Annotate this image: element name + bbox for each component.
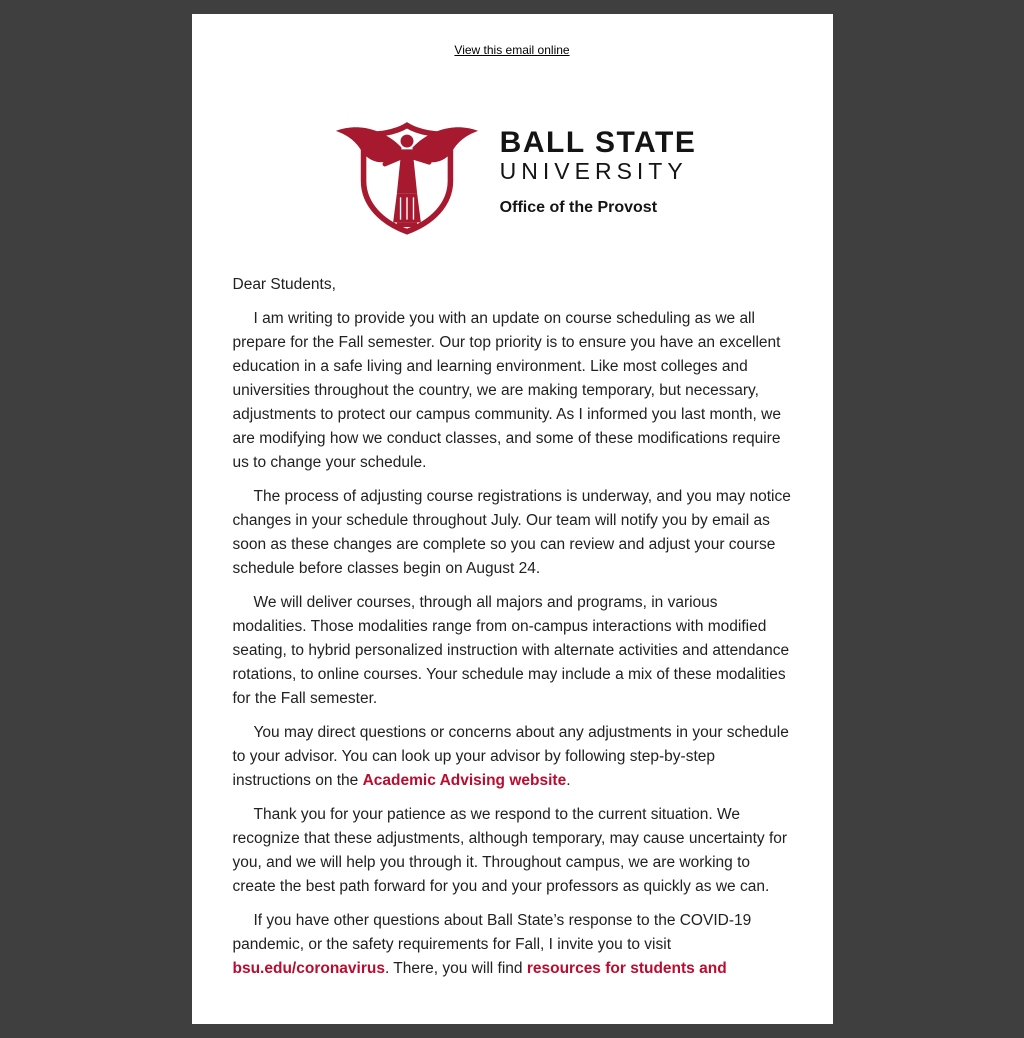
paragraph-text: The process of adjusting course registrations is underway, and you may notice changes in your schedule throughout July. Our team will notify you by email as soon as these changes are complete so you can review and adjust your course schedule before classes begin on August 24. (232, 488, 791, 577)
university-logo (233, 105, 792, 239)
paragraph (233, 803, 792, 899)
paragraph (233, 909, 792, 981)
resources-for-students-link[interactable]: resources for students and (526, 960, 727, 977)
wordmark-line-1: BALL STATE (499, 125, 697, 159)
view-email-online-link[interactable]: View this email online (454, 43, 570, 57)
email-card (192, 14, 833, 1024)
paragraph (233, 721, 792, 793)
salutation: Dear Students, (232, 276, 336, 293)
paragraph-text: If you have other questions about Ball State’s response to the COVID-19 pandemic, or the safety requirements for Fall, I invite you to visit (232, 912, 752, 953)
paragraph-text: . (566, 772, 571, 789)
letter-body (233, 273, 792, 981)
academic-advising-link[interactable]: Academic Advising website (362, 772, 567, 789)
paragraph (233, 307, 792, 475)
paragraph-text: We will deliver courses, through all majors and programs, in various modalities. Those modalities range from on-campus interactions with modified seating, to hybrid personalized instruction with alternate activities and attendance rotations, to online courses. Your schedule may include a mix of these modalities for the Fall semester. (232, 594, 790, 707)
paragraph (233, 485, 792, 581)
paragraph-text: Thank you for your patience as we respond to the current situation. We recognize that these adjustments, although temporary, may cause uncertainty for you, and we will help you through it. Throughout campus, we are working to create the best path forward for you and your professors as quickly as we can. (232, 806, 788, 895)
wordmark-line-2: UNIVERSITY (499, 158, 688, 185)
paragraph-text: I am writing to provide you with an update on course scheduling as we all prepare for the Fall semester. Our top priority is to ensure you have an excellent education in a safe living and learning environment. Like most colleges and universities throughout the country, we are making temporary, but necessary, adjustments to protect our campus community. As I informed you last month, we are modifying how we conduct classes, and some of these modifications require us to change your schedule. (232, 310, 781, 471)
view-online-wrap (233, 41, 792, 59)
paragraph-text: . There, you will find (384, 960, 527, 977)
university-wordmark (500, 127, 697, 218)
paragraph (233, 591, 792, 711)
paragraph-text: You may direct questions or concerns about any adjustments in your schedule to your advisor. You can look up your advisor by following step-by-step instructions on the (232, 724, 789, 789)
department-name: Office of the Provost (499, 199, 658, 217)
beneficence-emblem-icon (328, 105, 486, 239)
coronavirus-link[interactable]: bsu.edu/coronavirus (232, 960, 385, 977)
